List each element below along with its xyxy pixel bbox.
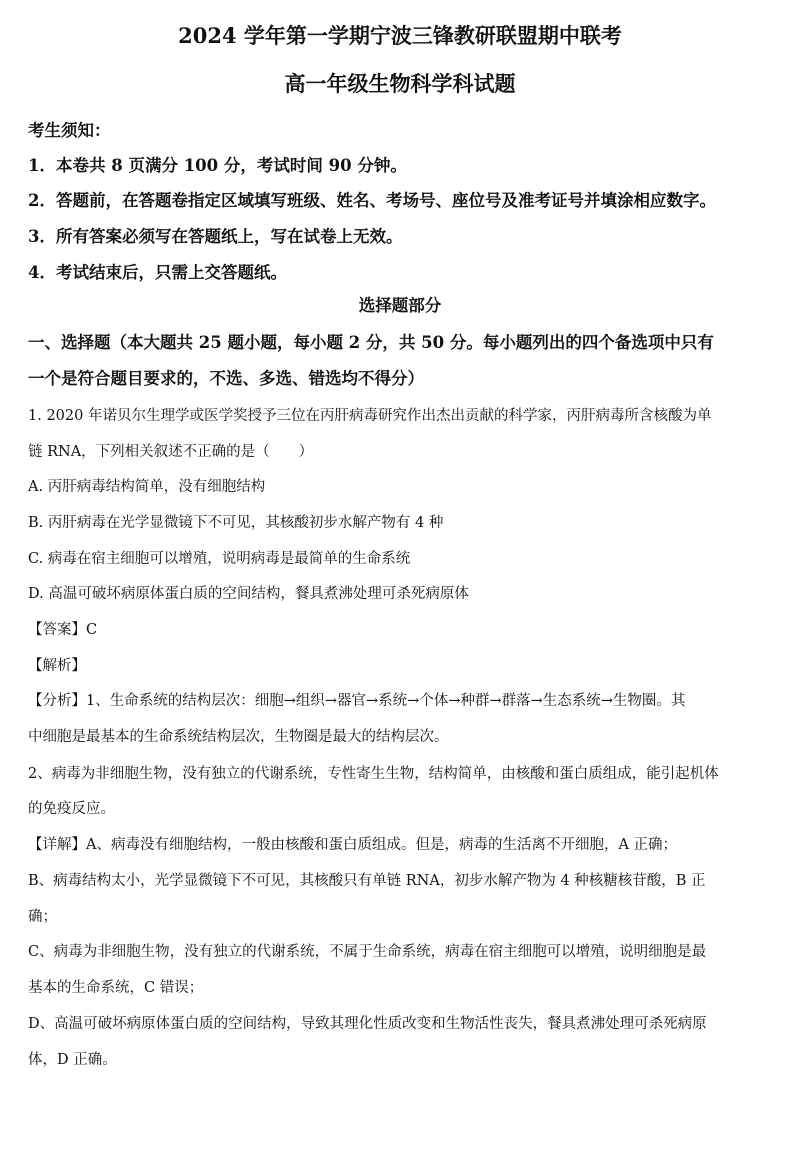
analysis-line: 【分析】1、生命系统的结构层次：细胞→组织→器官→系统→个体→种群→群落→生态系统→生物圈。其 — [28, 693, 686, 709]
detail-line: 确； — [28, 909, 57, 925]
question-stem: 链 RNA，下列相关叙述不正确的是（ ） — [28, 444, 314, 460]
option-c: C. 病毒在宿主细胞可以增殖，说明病毒是最简单的生命系统 — [28, 551, 411, 567]
notice-item: 2．答题前，在答题卷指定区域填写班级、姓名、考场号、座位号及准考证号并填涂相应数字。 — [28, 191, 716, 210]
part-instructions: 一、选择题（本大题共 25 题小题，每小题 2 分，共 50 分。每小题列出的四个备选项中只有 — [28, 333, 714, 352]
analysis-line: 2、病毒为非细胞生物，没有独立的代谢系统，专性寄生生物，结构简单，由核酸和蛋白质组成，能引起机体 — [28, 766, 719, 782]
analysis-line: 的免疫反应。 — [28, 801, 115, 817]
section-heading: 选择题部分 — [358, 296, 442, 315]
answer: 【答案】C — [28, 622, 98, 638]
detail-line: 【详解】A、病毒没有细胞结构，一般由核酸和蛋白质组成。但是，病毒的生活离不开细胞，A 正确； — [28, 837, 678, 853]
analysis-label: 【解析】 — [28, 658, 86, 674]
option-d: D. 高温可破坏病原体蛋白质的空间结构，餐具煮沸处理可杀死病原体 — [28, 586, 469, 602]
detail-line: B、病毒结构太小，光学显微镜下不可见，其核酸只有单链 RNA，初步水解产物为 4 种核糖核苷酸，B 正 — [28, 873, 706, 889]
notice-item: 3．所有答案必须写在答题纸上，写在试卷上无效。 — [28, 227, 403, 246]
option-b: B. 丙肝病毒在光学显微镜下不可见，其核酸初步水解产物有 4 种 — [28, 515, 444, 531]
detail-line: C、病毒为非细胞生物，没有独立的代谢系统，不属于生命系统，病毒在宿主细胞可以增殖，说明细胞是最 — [28, 944, 707, 960]
detail-line: D、高温可破坏病原体蛋白质的空间结构，导致其理化性质改变和生物活性丧失，餐具煮沸处理可杀死病原 — [28, 1016, 707, 1032]
question-stem: 1. 2020 年诺贝尔生理学或医学奖授予三位在丙肝病毒研究作出杰出贡献的科学家，丙肝病毒所含核酸为单 — [28, 408, 712, 424]
notice-item: 1．本卷共 8 页满分 100 分，考试时间 90 分钟。 — [28, 156, 407, 175]
exam-subtitle: 高一年级生物科学科试题 — [284, 71, 516, 96]
detail-line: 体，D 正确。 — [28, 1052, 117, 1068]
option-a: A. 丙肝病毒结构简单，没有细胞结构 — [28, 479, 266, 495]
analysis-line: 中细胞是最基本的生命系统结构层次，生物圈是最大的结构层次。 — [28, 729, 449, 745]
detail-line: 基本的生命系统，C 错误； — [28, 980, 204, 996]
exam-title: 2024 学年第一学期宁波三锋教研联盟期中联考 — [178, 23, 622, 48]
part-instructions: 一个是符合题目要求的，不选、多选、错选均不得分） — [28, 369, 424, 388]
notice-item: 4．考试结束后，只需上交答题纸。 — [28, 263, 287, 282]
notice-heading: 考生须知： — [28, 121, 111, 140]
